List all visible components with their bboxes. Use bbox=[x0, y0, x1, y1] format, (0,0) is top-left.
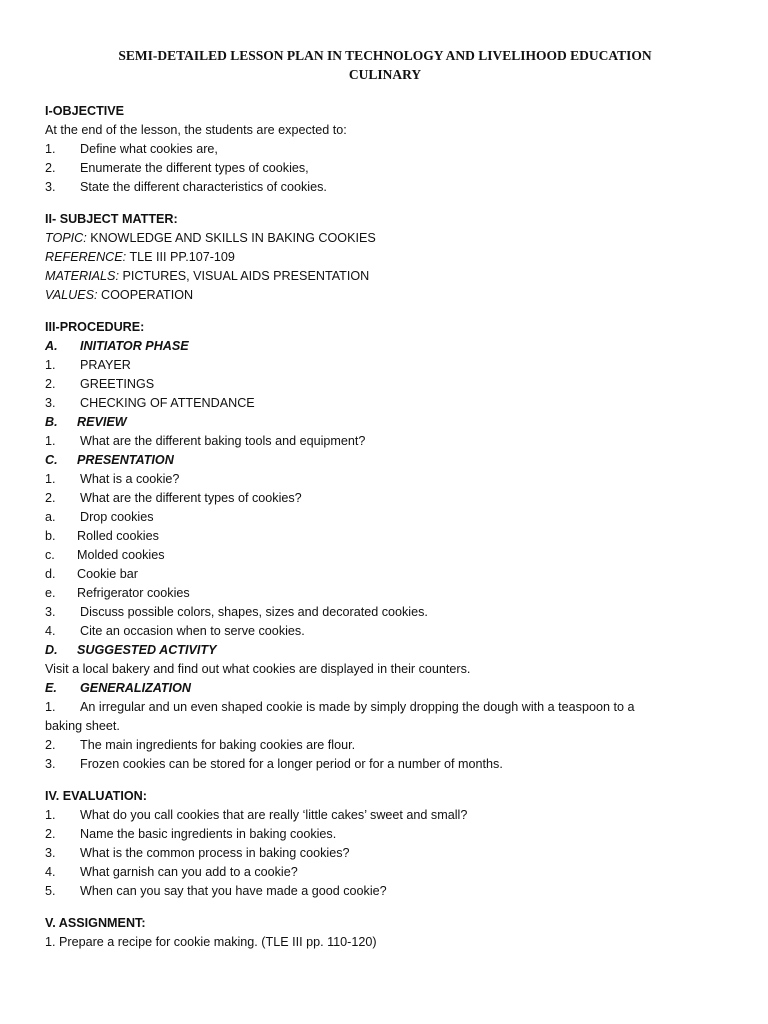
list-item bbox=[45, 508, 725, 527]
item-number: 3. bbox=[45, 605, 56, 619]
item-text: State the different characteristics of cookies. bbox=[80, 180, 327, 194]
phase-label: GENERALIZATION bbox=[80, 681, 192, 695]
item-text: When can you say that you have made a good cookie? bbox=[80, 884, 387, 898]
phase-letter: D. bbox=[45, 643, 58, 657]
list-item bbox=[45, 178, 725, 197]
subject-matter-section bbox=[45, 210, 725, 305]
lesson-plan-document bbox=[45, 46, 725, 965]
list-item bbox=[45, 159, 725, 178]
item-text: Name the basic ingredients in baking cookies. bbox=[80, 827, 337, 841]
item-number: 3. bbox=[45, 757, 56, 771]
values-line bbox=[45, 286, 725, 305]
list-item bbox=[45, 698, 725, 717]
phase-letter: E. bbox=[45, 681, 57, 695]
list-item bbox=[45, 140, 725, 159]
title-line-1: SEMI-DETAILED LESSON PLAN IN TECHNOLOGY AND LIVELIHOOD EDUCATION bbox=[118, 48, 652, 63]
item-text: Cite an occasion when to serve cookies. bbox=[80, 624, 305, 638]
phase-label: INITIATOR PHASE bbox=[80, 339, 189, 353]
values-value: COOPERATION bbox=[97, 288, 194, 302]
evaluation-heading: IV. EVALUATION: bbox=[45, 789, 147, 803]
phase-heading-b bbox=[45, 413, 725, 432]
procedure-heading: III-PROCEDURE: bbox=[45, 320, 145, 334]
list-item bbox=[45, 527, 725, 546]
list-item bbox=[45, 603, 725, 622]
item-text: What do you call cookies that are really ‘little cakes’ sweet and small? bbox=[80, 808, 468, 822]
item-text: Drop cookies bbox=[80, 510, 154, 524]
list-item bbox=[45, 565, 725, 584]
item-number: 2. bbox=[45, 491, 56, 505]
phase-letter: B. bbox=[45, 415, 58, 429]
list-item bbox=[45, 470, 725, 489]
values-label: VALUES: bbox=[45, 288, 98, 302]
item-letter: a. bbox=[45, 510, 56, 524]
item-text: What are the different types of cookies? bbox=[80, 491, 302, 505]
item-text: CHECKING OF ATTENDANCE bbox=[80, 396, 255, 410]
item-number: 4. bbox=[45, 624, 56, 638]
item-number: 1. bbox=[45, 472, 56, 486]
list-item bbox=[45, 546, 725, 565]
list-item bbox=[45, 375, 725, 394]
list-item bbox=[45, 882, 725, 901]
item-text: What is the common process in baking cookies? bbox=[80, 846, 350, 860]
topic-label: TOPIC: bbox=[45, 231, 87, 245]
item-letter: d. bbox=[45, 567, 56, 581]
suggested-activity-text: Visit a local bakery and find out what cookies are displayed in their counters. bbox=[45, 662, 471, 676]
reference-line bbox=[45, 248, 725, 267]
item-text: Refrigerator cookies bbox=[77, 586, 190, 600]
item-number: 1. bbox=[45, 434, 56, 448]
item-number: 2. bbox=[45, 738, 56, 752]
item-text-continuation: baking sheet. bbox=[45, 719, 120, 733]
objective-intro: At the end of the lesson, the students are expected to: bbox=[45, 123, 347, 137]
item-text: The main ingredients for baking cookies are flour. bbox=[80, 738, 356, 752]
list-item bbox=[45, 844, 725, 863]
document-title bbox=[45, 46, 725, 84]
list-item bbox=[45, 584, 725, 603]
item-number: 3. bbox=[45, 180, 56, 194]
item-number: 2. bbox=[45, 377, 56, 391]
item-text: GREETINGS bbox=[80, 377, 155, 391]
phase-letter: C. bbox=[45, 453, 58, 467]
item-text: Cookie bar bbox=[77, 567, 138, 581]
materials-value: PICTURES, VISUAL AIDS PRESENTATION bbox=[118, 269, 370, 283]
list-item bbox=[45, 863, 725, 882]
list-item bbox=[45, 622, 725, 641]
topic-value: KNOWLEDGE AND SKILLS IN BAKING COOKIES bbox=[86, 231, 376, 245]
phase-label: SUGGESTED ACTIVITY bbox=[77, 643, 217, 657]
phase-heading-a bbox=[45, 337, 725, 356]
item-number: 4. bbox=[45, 865, 56, 879]
phase-heading-c bbox=[45, 451, 725, 470]
materials-line bbox=[45, 267, 725, 286]
list-item bbox=[45, 356, 725, 375]
item-letter: b. bbox=[45, 529, 56, 543]
assignment-heading: V. ASSIGNMENT: bbox=[45, 916, 146, 930]
item-text: What is a cookie? bbox=[80, 472, 180, 486]
objective-section bbox=[45, 102, 725, 197]
reference-label: REFERENCE: bbox=[45, 250, 127, 264]
phase-label: PRESENTATION bbox=[77, 453, 174, 467]
item-number: 3. bbox=[45, 846, 56, 860]
item-number: 5. bbox=[45, 884, 56, 898]
subject-matter-heading: II- SUBJECT MATTER: bbox=[45, 212, 178, 226]
item-text: Rolled cookies bbox=[77, 529, 159, 543]
item-text: Define what cookies are, bbox=[80, 142, 218, 156]
list-item bbox=[45, 432, 725, 451]
evaluation-section bbox=[45, 787, 725, 901]
list-item bbox=[45, 825, 725, 844]
item-number: 2. bbox=[45, 161, 56, 175]
topic-line bbox=[45, 229, 725, 248]
item-number: 1. bbox=[45, 700, 56, 714]
item-text: Molded cookies bbox=[77, 548, 165, 562]
phase-heading-d bbox=[45, 641, 725, 660]
item-text: Discuss possible colors, shapes, sizes and decorated cookies. bbox=[80, 605, 428, 619]
item-text: An irregular and un even shaped cookie is made by simply dropping the dough with a teaspoon to a bbox=[80, 700, 635, 714]
item-number: 3. bbox=[45, 396, 56, 410]
phase-label: REVIEW bbox=[77, 415, 127, 429]
item-text: What are the different baking tools and equipment? bbox=[80, 434, 366, 448]
list-item bbox=[45, 755, 725, 774]
item-letter: c. bbox=[45, 548, 55, 562]
procedure-section bbox=[45, 318, 725, 774]
list-item bbox=[45, 736, 725, 755]
item-number: 1. bbox=[45, 358, 56, 372]
item-number: 1. bbox=[45, 808, 56, 822]
title-line-2: CULINARY bbox=[348, 67, 422, 82]
reference-value: TLE III PP.107-109 bbox=[126, 250, 235, 264]
assignment-section bbox=[45, 914, 725, 952]
phase-letter: A. bbox=[45, 339, 58, 353]
list-item bbox=[45, 394, 725, 413]
materials-label: MATERIALS: bbox=[45, 269, 119, 283]
assignment-item: 1. Prepare a recipe for cookie making. (TLE III pp. 110-120) bbox=[45, 935, 377, 949]
item-number: 1. bbox=[45, 142, 56, 156]
objective-heading: I-OBJECTIVE bbox=[45, 104, 125, 118]
phase-heading-e bbox=[45, 679, 725, 698]
item-text: PRAYER bbox=[80, 358, 131, 372]
item-letter: e. bbox=[45, 586, 56, 600]
item-number: 2. bbox=[45, 827, 56, 841]
item-text: What garnish can you add to a cookie? bbox=[80, 865, 298, 879]
list-item bbox=[45, 489, 725, 508]
item-text: Enumerate the different types of cookies, bbox=[80, 161, 309, 175]
list-item bbox=[45, 806, 725, 825]
item-text: Frozen cookies can be stored for a longer period or for a number of months. bbox=[80, 757, 503, 771]
